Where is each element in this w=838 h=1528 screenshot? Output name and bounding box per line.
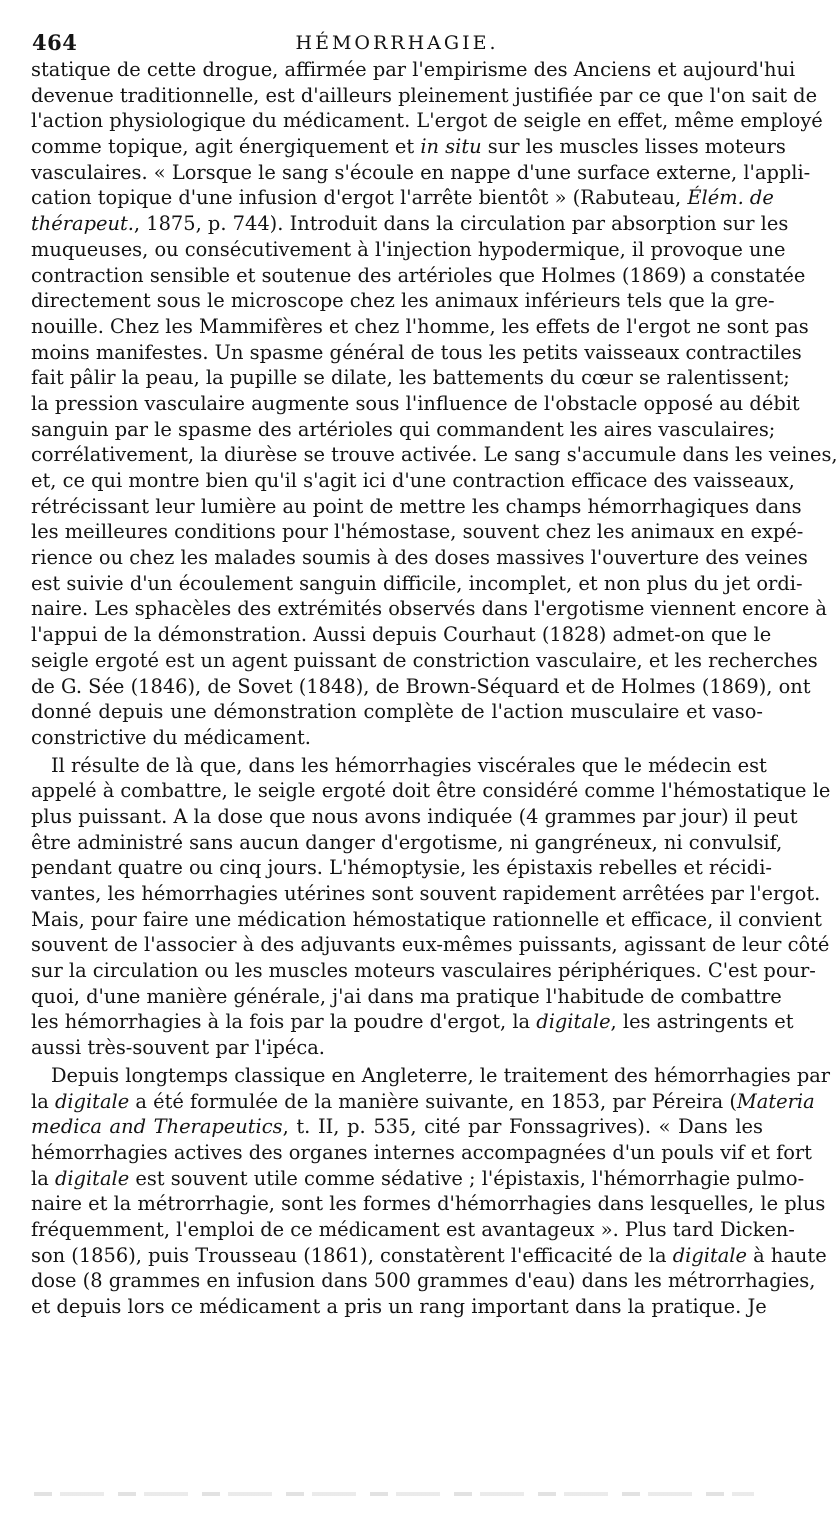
text-line: corrélativement, la diurèse se trouve activée. Le sang s'accumule dans les veines, — [31, 443, 838, 467]
text-line: pendant quatre ou cinq jours. L'hémoptysie, les épistaxis rebelles et récidi- — [31, 856, 772, 880]
text-line: Il résulte de là que, dans les hémorrhagies viscérales que le médecin est — [51, 753, 767, 777]
paragraph — [31, 57, 838, 751]
text-line: son (1856), puis Trousseau (1861), constatèrent l'efficacité de la digitale à haute — [31, 1243, 827, 1267]
text-line: l'action physiologique du médicament. L'ergot de seigle en effet, même employé — [31, 109, 823, 133]
page-header — [32, 30, 762, 54]
text-line: la digitale a été formulée de la manière suivante, en 1853, par Péreira (Materia — [31, 1089, 815, 1113]
text-line: les hémorrhagies à la fois par la poudre d'ergot, la digitale, les astringents et — [31, 1010, 794, 1034]
text-line: hémorrhagies actives des organes internes accompagnées d'un pouls vif et fort — [31, 1140, 812, 1164]
text-line: naire. Les sphacèles des extrémités observés dans l'ergotisme viennent encore à — [31, 597, 827, 621]
text-line: fait pâlir la peau, la pupille se dilate, les battements du cœur se ralentissent; — [31, 366, 790, 390]
text-line: vasculaires. « Lorsque le sang s'écoule en nappe d'une surface externe, l'appli- — [31, 160, 811, 184]
text-line: statique de cette drogue, affirmée par l'empirisme des Anciens et aujourd'hui — [31, 58, 796, 81]
text-line: contraction sensible et soutenue des artérioles que Holmes (1869) a constatée — [31, 263, 806, 287]
text-line: muqueuses, ou consécutivement à l'injection hypodermique, il provoque une — [31, 237, 786, 261]
text-line: sanguin par le spasme des artérioles qui commandent les aires vasculaires; — [31, 417, 776, 441]
running-head: HÉMORRHAGIE. — [295, 32, 499, 54]
text-line: l'appui de la démonstration. Aussi depuis Courhaut (1828) admet-on que le — [31, 623, 772, 647]
page-number: 464 — [32, 30, 78, 55]
text-line: et, ce qui montre bien qu'il s'agit ici d'une contraction efficace des vaisseaux, — [31, 469, 795, 492]
paragraph — [31, 753, 831, 1061]
text-line: être administré sans aucun danger d'ergotisme, ni gangréneux, ni convulsif, — [31, 830, 783, 854]
text-line: comme topique, agit énergiquement et in situ sur les muscles lisses moteurs — [31, 135, 786, 159]
print-smudge — [34, 1492, 754, 1496]
text-line: de G. Sée (1846), de Sovet (1848), de Brown-Séquard et de Holmes (1869), ont — [31, 674, 811, 698]
text-line: plus puissant. A la dose que nous avons indiquée (4 grammes par jour) il peut — [31, 804, 798, 828]
text-line: constrictive du médicament. — [31, 725, 311, 749]
text-line: la pression vasculaire augmente sous l'influence de l'obstacle opposé au débit — [31, 391, 800, 415]
text-line: moins manifestes. Un spasme général de tous les petits vaisseaux contractiles — [31, 340, 802, 364]
text-line: souvent de l'associer à des adjuvants eux-mêmes puissants, agissant de leur côté — [31, 933, 830, 957]
text-line: est suivie d'un écoulement sanguin difficile, incomplet, et non plus du jet ordi- — [31, 571, 803, 595]
text-line: les meilleures conditions pour l'hémostase, souvent chez les animaux en expé- — [31, 520, 804, 544]
text-line: devenue traditionnelle, est d'ailleurs pleinement justifiée par ce que l'on sait de — [31, 83, 818, 107]
text-line: rétrécissant leur lumière au point de mettre les champs hémorrhagiques dans — [31, 494, 802, 518]
text-line: cation topique d'une infusion d'ergot l'arrête bientôt » (Rabuteau, Élém. de — [31, 186, 774, 210]
text-line: et depuis lors ce médicament a pris un rang important dans la pratique. Je — [31, 1295, 767, 1318]
text-line: donné depuis une démonstration complète de l'action musculaire et vaso- — [31, 700, 763, 724]
text-line: thérapeut., 1875, p. 744). Introduit dans la circulation par absorption sur les — [31, 212, 789, 236]
text-line: appelé à combattre, le seigle ergoté doit être considéré comme l'hémostatique le — [31, 779, 831, 803]
text-line: nouille. Chez les Mammifères et chez l'homme, les effets de l'ergot ne sont pas — [31, 314, 809, 338]
text-line: sur la circulation ou les muscles moteurs vasculaires périphériques. C'est pour- — [31, 959, 816, 983]
text-line: rience ou chez les malades soumis à des doses massives l'ouverture des veines — [31, 546, 808, 570]
text-line: fréquemment, l'emploi de ce médicament est avantageux ». Plus tard Dicken- — [31, 1217, 795, 1241]
text-line: directement sous le microscope chez les animaux inférieurs tels que la gre- — [31, 289, 775, 313]
text-line: aussi très-souvent par l'ipéca. — [31, 1036, 325, 1060]
text-line: vantes, les hémorrhagies utérines sont souvent rapidement arrêtées par l'ergot. — [31, 882, 821, 905]
text-line: Depuis longtemps classique en Angleterre, le traitement des hémorrhagies par — [51, 1063, 831, 1087]
text-line: seigle ergoté est un agent puissant de constriction vasculaire, et les recherches — [31, 648, 818, 672]
text-line: la digitale est souvent utile comme sédative ; l'épistaxis, l'hémorrhagie pulmo- — [31, 1166, 805, 1190]
body-text — [31, 57, 838, 1322]
text-line: naire et la métrorrhagie, sont les formes d'hémorrhagies dans lesquelles, le plus — [31, 1192, 826, 1216]
text-line: Mais, pour faire une médication hémostatique rationnelle et efficace, il convient — [31, 907, 822, 931]
paragraph — [31, 1063, 831, 1320]
text-line: medica and Therapeutics, t. II, p. 535, cité par Fonssagrives). « Dans les — [31, 1115, 763, 1139]
text-line: quoi, d'une manière générale, j'ai dans ma pratique l'habitude de combattre — [31, 984, 782, 1008]
text-line: dose (8 grammes en infusion dans 500 grammes d'eau) dans les métrorrhagies, — [31, 1269, 816, 1293]
